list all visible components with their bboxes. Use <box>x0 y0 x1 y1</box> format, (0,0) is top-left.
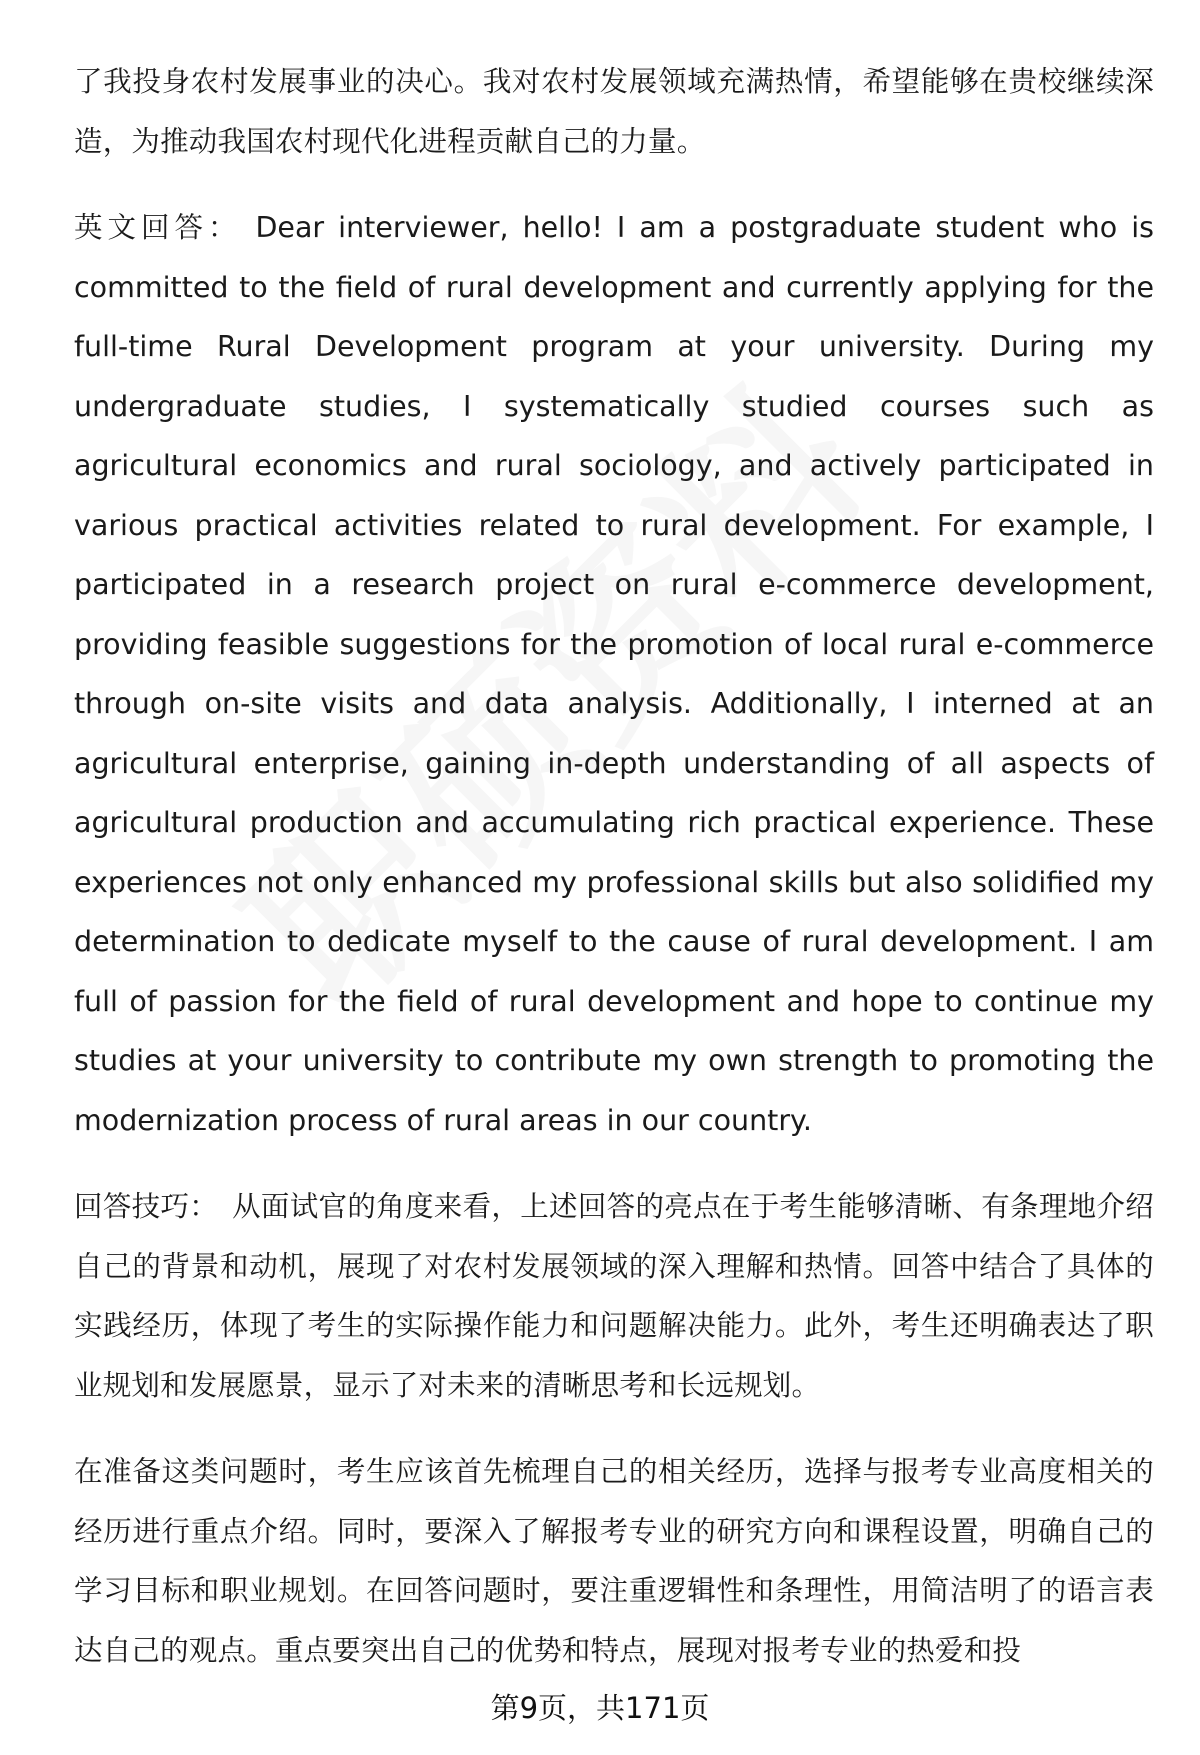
paragraph-lead-label: 回答技巧： <box>74 1190 219 1223</box>
paragraph-text: Dear interviewer, hello! I am a postgraduate student who is committed to the field of rural development and currently applying for the full-time Rural Development program at your university. During my undergraduate studies, I systematically studied courses such as agricultural economics and rural sociology, and actively participated in various practical activities related to rural development. For example, I participated in a research project on rural e-commerce development, providing feasible suggestions for the promotion of local rural e-commerce through on-site visits and data analysis. Additionally, I interned at an agricultural enterprise, gaining in-depth understanding of all aspects of agricultural production and accumulating rich practical experience. These experiences not only enhanced my professional skills but also solidified my determination to dedicate myself to the cause of rural development. I am full of passion for the field of rural development and hope to continue my studies at your university to contribute my own strength to promoting the modernization process of rural areas in our country. <box>74 211 1154 1137</box>
paragraph-answer-tips <box>74 1177 1154 1415</box>
paragraph-text: 了我投身农村发展事业的决心。我对农村发展领域充满热情，希望能够在贵校继续深造，为推动我国农村现代化进程贡献自己的力量。 <box>74 65 1154 158</box>
paragraph-chinese-intro-end <box>74 52 1154 171</box>
paragraph-english-answer <box>74 198 1154 1150</box>
paragraph-text: 在准备这类问题时，考生应该首先梳理自己的相关经历，选择与报考专业高度相关的经历进行重点介绍。同时，要深入了解报考专业的研究方向和课程设置，明确自己的学习目标和职业规划。在回答问题时，要注重逻辑性和条理性，用简洁明了的语言表达自己的观点。重点要突出自己的优势和特点，展现对报考专业的热爱和投 <box>74 1455 1154 1667</box>
paragraph-preparation-advice <box>74 1442 1154 1680</box>
paragraph-lead-label: 英文回答： <box>74 211 242 244</box>
page-number-footer: 第9页，共171页 <box>490 1691 710 1725</box>
paragraph-text: 从面试官的角度来看，上述回答的亮点在于考生能够清晰、有条理地介绍自己的背景和动机，展现了对农村发展领域的深入理解和热情。回答中结合了具体的实践经历，体现了考生的实际操作能力和问题解决能力。此外，考生还明确表达了职业规划和发展愿景，显示了对未来的清晰思考和长远规划。 <box>74 1190 1154 1402</box>
document-body <box>74 52 1154 1707</box>
